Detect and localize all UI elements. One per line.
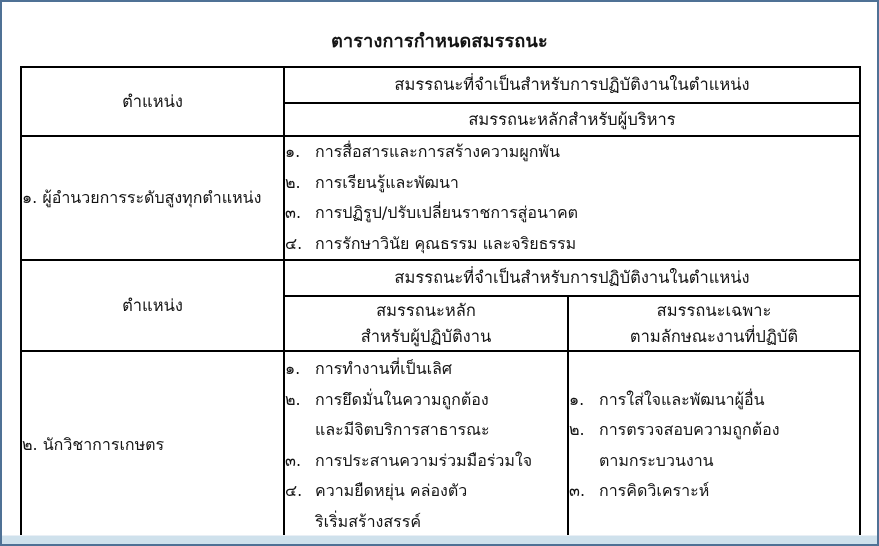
item-text: การคิดวิเคราะห์ [599,481,710,500]
list-item [285,446,567,477]
list-item [285,137,859,168]
section2-position-header: ตำแหน่ง [21,260,284,351]
section2-header-row-1 [21,260,860,296]
list-item [285,385,567,446]
list-item [569,476,859,507]
item-text: การเรียนรู้และพัฒนา [315,172,459,192]
section2-core-items-cell [284,351,568,540]
item-number: ๑. [569,389,585,409]
item-number: ๓. [285,203,302,222]
item-text-cont: ริเริ่มสร้างสรรค์ [315,511,422,531]
core-header-line1: สมรรถนะหลัก [376,300,476,320]
item-text: การใส่ใจและพัฒนาผู้อื่น [599,389,765,409]
item-text: การตรวจสอบความถูกต้อง [599,420,780,439]
section1-position-cell: ๑. ผู้อำนวยการระดับสูงทุกตำแหน่ง [21,136,284,260]
section2-core-header [284,296,568,351]
list-item [285,354,567,385]
item-text: การสื่อสารและการสร้างความผูกพัน [315,142,560,161]
section2-specific-items-cell [568,351,860,540]
list-item [569,415,859,476]
section2-body-row [21,351,860,540]
item-text: การทำงานที่เป็นเลิศ [315,359,453,378]
item-number: ๔. [285,233,303,253]
list-item [285,229,859,260]
section1-position-header: ตำแหน่ง [21,67,284,136]
item-text: การประสานความร่วมมือร่วมใจ [315,450,533,470]
bottom-scroll-band [2,535,877,544]
section1-body-row [21,136,860,260]
competency-table [20,66,861,541]
section1-items-cell [284,136,860,260]
item-text: การปฏิรูป/ปรับเปลี่ยนราชการสู่อนาคต [315,203,579,222]
specific-header-line1: สมรรถนะเฉพาะ [656,300,772,320]
item-text: การรักษาวินัย คุณธรรม และจริยธรรม [315,233,577,253]
list-item [285,198,859,229]
section2-position-cell: ๒. นักวิชาการเกษตร [21,351,284,540]
specific-header-line2: ตามลักษณะงานที่ปฏิบัติ [629,326,799,346]
item-number: ๔. [285,481,303,500]
section1-header-row-1 [21,67,860,103]
core-header-line2: สำหรับผู้ปฏิบัติงาน [360,326,492,346]
item-text: การยึดมั่นในความถูกต้อง [315,389,489,409]
list-item [285,168,859,199]
section2-specific-header [568,296,860,351]
section1-competency-header: สมรรถนะที่จำเป็นสำหรับการปฏิบัติงานในตำแหน่ง [284,67,860,103]
item-number: ๒. [285,172,301,192]
item-number: ๑. [285,359,301,378]
item-number: ๓. [285,450,302,470]
list-item [285,476,567,537]
item-text: ความยืดหยุ่น คล่องตัว [315,481,468,500]
list-item [569,385,859,416]
item-number: ๒. [569,420,585,439]
item-number: ๒. [285,389,301,409]
section2-competency-header: สมรรถนะที่จำเป็นสำหรับการปฏิบัติงานในตำแหน่ง [284,260,860,296]
item-number: ๑. [285,142,301,161]
item-text-cont: ตามกระบวนงาน [599,450,714,470]
item-number: ๓. [569,481,586,500]
section1-sub-header: สมรรถนะหลักสำหรับผู้บริหาร [284,103,860,136]
page-title: ตารางการกำหนดสมรรถนะ [331,31,548,52]
item-text-cont: และมีจิตบริการสาธารณะ [315,420,490,439]
